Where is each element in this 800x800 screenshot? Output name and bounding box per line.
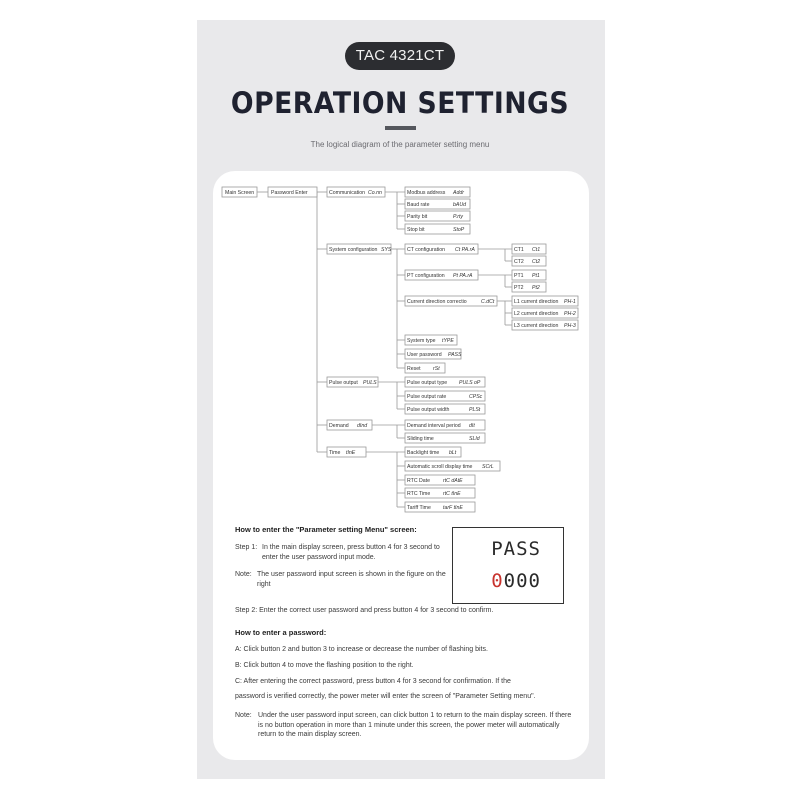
diagram-text: Pulse output width — [407, 406, 450, 413]
node-tariff-time — [405, 502, 475, 512]
diagram-text: RTC Time — [407, 490, 431, 497]
node-pt2 — [512, 282, 546, 292]
diagram-text: PASS — [448, 351, 462, 358]
diagram-text: Co.nn — [368, 189, 382, 196]
diagram-text: PULS oP — [459, 379, 481, 386]
diagram-text: Modbus address — [407, 189, 446, 196]
diagram-text: CPSc — [469, 393, 483, 400]
diagram-text: bLt — [449, 449, 457, 456]
node-current-direction — [405, 296, 497, 306]
diagram-text: Baud rate — [407, 201, 430, 208]
note2-label: Note: — [235, 712, 252, 719]
diagram-text: Parity bit — [407, 213, 428, 220]
node-ct1 — [512, 244, 546, 254]
diagram-text: SCrL — [482, 463, 494, 470]
node-l1-direction — [512, 296, 578, 306]
diagram-text: StoP — [453, 226, 465, 233]
diagram-text: tInE — [346, 449, 356, 456]
diagram-text: Automatic scroll display time — [407, 463, 473, 470]
node-rtc-time — [405, 488, 475, 498]
node-system-type — [405, 335, 457, 345]
node-stop-bit — [405, 224, 470, 234]
node-ct2 — [512, 256, 546, 266]
note2-text: Under the user password input screen, can click button 1 to return to the main display screen. If there is no button operation in more than 1 minute under this screen, the power meter will automatically return to the main display screen. — [258, 712, 572, 738]
diagram-text: L2 current direction — [514, 310, 559, 317]
diagram-text: SLId — [469, 435, 480, 442]
diagram-text: bAUd — [453, 201, 466, 208]
diagram-text: Ct1 — [532, 246, 541, 253]
instruction-b: B: Click button 4 to move the flashing position to the right. — [235, 662, 414, 669]
page-subtitle: The logical diagram of the parameter setting menu — [310, 140, 490, 149]
diagram-text: PH-2 — [564, 310, 576, 317]
step2-text: Step 2: Enter the correct user password and press button 4 for 3 second to confirm. — [235, 607, 494, 614]
diagram-text: rSt — [433, 365, 440, 372]
diagram-text: PH-1 — [564, 298, 576, 305]
diagram-text: L1 current direction — [514, 298, 559, 305]
diagram-text: RTC Date — [407, 477, 430, 484]
diagram-text: Pulse output — [329, 379, 358, 386]
diagram-text: CT1 — [514, 246, 524, 253]
lcd-pass-text: PASS — [491, 538, 541, 560]
node-l2-direction — [512, 308, 578, 318]
instruction-c-continued: password is verified correctly, the power meter will enter the screen of "Parameter Setting menu". — [235, 693, 536, 700]
node-rtc-date — [405, 475, 475, 485]
step1-text: In the main display screen, press button 4 for 3 second to enter the user password input mode. — [262, 544, 440, 561]
diagram-text: Time — [329, 449, 341, 456]
node-communication — [327, 187, 385, 197]
diagram-text: SYS — [381, 246, 392, 253]
diagram-text: Demand — [329, 422, 349, 429]
lcd-remaining-digits: 000 — [503, 570, 541, 592]
diagram-text: Pulse output rate — [407, 393, 447, 400]
node-sliding-time — [405, 433, 485, 443]
node-demand-interval — [405, 420, 485, 430]
diagram-text: System type — [407, 337, 436, 344]
node-parity-bit — [405, 211, 470, 221]
diagram-text: Password Enter — [271, 189, 308, 196]
diagram-text: C.dCt — [481, 298, 495, 305]
node-password-enter — [268, 187, 317, 197]
diagram-text: Reset — [407, 365, 421, 372]
diagram-text: Ct2 — [532, 258, 541, 265]
node-system-configuration — [327, 244, 392, 254]
diagram-text: L3 current direction — [514, 322, 559, 329]
section-enter-password-heading: How to enter a password: — [235, 628, 327, 637]
diagram-text: Tariff Time — [407, 504, 431, 511]
diagram-text: tarF tInE — [443, 504, 463, 511]
diagram-text: CT configuration — [407, 246, 445, 253]
node-backlight-time — [405, 447, 461, 457]
node-reset — [405, 363, 445, 373]
diagram-text: Communication — [329, 189, 366, 196]
node-pulse-output-rate — [405, 391, 485, 401]
lcd-password-digits — [491, 570, 541, 592]
diagram-text: Sliding time — [407, 435, 434, 442]
diagram-text: Current direction correctio — [407, 298, 467, 305]
diagram-text: rtC tInE — [443, 490, 461, 497]
diagram-connectors — [257, 189, 512, 507]
lcd-flashing-digit: 0 — [491, 570, 504, 592]
node-auto-scroll-time — [405, 461, 500, 471]
node-pt1 — [512, 270, 546, 280]
node-pt-configuration — [405, 270, 478, 280]
diagram-text: PT1 — [514, 272, 524, 279]
diagram-text: Stop bit — [407, 226, 425, 233]
instruction-a: A: Click button 2 and button 3 to increase or decrease the number of flashing bits. — [235, 646, 488, 653]
diagram-text: dInd — [357, 422, 368, 429]
node-demand — [327, 420, 372, 430]
node-modbus-address — [405, 187, 470, 197]
model-badge: TAC 4321CT — [345, 42, 455, 70]
node-ct-configuration — [405, 244, 478, 254]
instruction-c: C: After entering the correct password, press button 4 for 3 second for confirmation. If the — [235, 678, 511, 685]
diagram-text: Main Screen — [225, 189, 255, 196]
diagram-text: tYPE — [442, 337, 454, 344]
diagram-text: Pulse output type — [407, 379, 448, 386]
node-time — [327, 447, 366, 457]
node-l3-direction — [512, 320, 578, 330]
node-pulse-output — [327, 377, 378, 387]
diagram-text: Pt PA.rA — [453, 272, 473, 279]
diagram-text: Demand interval period — [407, 422, 461, 429]
diagram-text: PULS — [363, 379, 377, 386]
diagram-text: P.rty — [453, 213, 463, 220]
diagram-text: System configuration — [329, 246, 378, 253]
diagram-text: PT2 — [514, 284, 524, 291]
diagram-text: PLSt — [469, 406, 481, 413]
diagram-text: Pt2 — [532, 284, 540, 291]
diagram-text: Pt1 — [532, 272, 540, 279]
diagram-text: CT2 — [514, 258, 524, 265]
note1-text: The user password input screen is shown in the figure on the right — [257, 571, 446, 588]
diagram-text: Backlight time — [407, 449, 440, 456]
section-enter-menu-heading: How to enter the "Parameter setting Menu" screen: — [235, 525, 417, 534]
step1-label: Step 1: — [235, 544, 258, 551]
page-title: OPERATION SETTINGS — [230, 86, 570, 120]
node-pulse-output-width — [405, 404, 485, 414]
diagram-text: PT configuration — [407, 272, 445, 279]
diagram-text: PH-3 — [564, 322, 576, 329]
diagram-text: rtC dAtE — [443, 477, 463, 484]
password-lcd-display — [452, 527, 564, 604]
diagram-text: dIt — [469, 422, 475, 429]
note1-label: Note: — [235, 571, 252, 578]
node-baud-rate — [405, 199, 470, 209]
node-pulse-output-type — [405, 377, 485, 387]
diagram-text: Addr — [453, 189, 464, 196]
diagram-text: Ct PA.rA — [455, 246, 475, 253]
node-main-screen — [222, 187, 257, 197]
node-user-password — [405, 349, 462, 359]
diagram-text: User password — [407, 351, 442, 358]
